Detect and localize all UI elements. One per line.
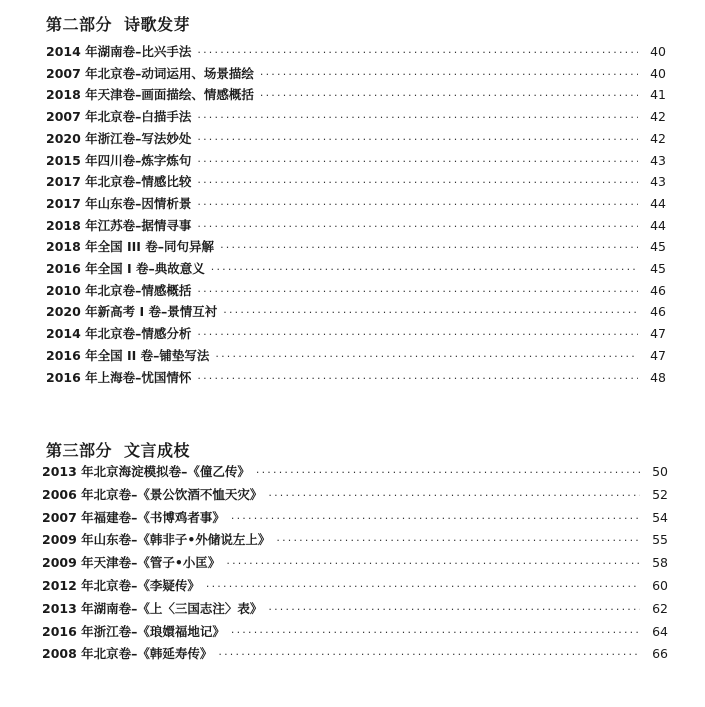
- toc-entry: [46, 64, 666, 84]
- toc-entry-title: 2013 年湖南卷–《上〈三国志注〉表》: [42, 600, 263, 616]
- dot-leader: [197, 46, 638, 59]
- dot-leader: [197, 372, 638, 385]
- toc-entry-page: 66: [652, 646, 668, 662]
- section-title-part-3: [46, 438, 190, 461]
- toc-entry-page: 54: [652, 509, 668, 525]
- dot-leader: [197, 328, 638, 341]
- toc-entry-page: 47: [650, 347, 666, 363]
- toc-entry-page: 62: [652, 600, 668, 616]
- dot-leader: [260, 89, 638, 102]
- dot-leader: [197, 155, 638, 168]
- toc-entry-page: 42: [650, 130, 666, 146]
- toc-entry-page: 48: [650, 369, 666, 385]
- dot-leader: [215, 350, 638, 363]
- toc-entry-title: 2016 年全国 I 卷–典故意义: [46, 261, 205, 276]
- toc-entry: [46, 237, 666, 257]
- dot-leader: [220, 241, 638, 254]
- toc-entry-page: 58: [652, 555, 668, 571]
- toc-entry-title: 2015 年四川卷–炼字炼句: [46, 152, 192, 168]
- section-number: 第二部分: [46, 15, 113, 34]
- toc-entry-title: 2018 年全国 III 卷–同句异解: [46, 239, 215, 255]
- toc-entry: [42, 644, 668, 664]
- toc-entry: [42, 576, 668, 596]
- toc-entry-page: 40: [650, 44, 666, 59]
- dot-leader: [197, 198, 638, 211]
- toc-entry-page: 40: [650, 65, 666, 81]
- toc-entry-title: 2008 年北京卷–《韩延寿传》: [42, 646, 213, 662]
- toc-entry-title: 2006 年北京卷–《景公饮酒不恤天灾》: [42, 486, 263, 502]
- toc-entry: [46, 172, 666, 192]
- dot-leader: [197, 220, 638, 233]
- dot-leader: [197, 133, 638, 146]
- dot-leader: [211, 263, 638, 276]
- toc-entry-page: 46: [650, 304, 666, 320]
- section-name: 诗歌发芽: [124, 15, 191, 34]
- toc-entry-title: 2014 年湖南卷–比兴手法: [46, 44, 192, 59]
- toc-entry: [42, 508, 668, 528]
- dot-leader: [206, 580, 640, 593]
- dot-leader: [223, 306, 638, 319]
- toc-entry-page: 60: [652, 578, 668, 593]
- dot-leader: [197, 285, 638, 298]
- toc-entry: [46, 129, 666, 149]
- dot-leader: [231, 626, 640, 639]
- toc-entry: [46, 107, 666, 127]
- toc-entry-title: 2007 年北京卷–白描手法: [46, 109, 192, 125]
- dot-leader: [226, 557, 640, 570]
- toc-entry-title: 2012 年北京卷–《李疑传》: [42, 578, 200, 593]
- dot-leader: [268, 489, 640, 502]
- dot-leader: [268, 603, 640, 616]
- toc-entry: [42, 599, 668, 619]
- toc-entry: [46, 194, 666, 214]
- toc-entry: [42, 530, 668, 550]
- toc-entry-title: 2010 年北京卷–情感概括: [46, 282, 192, 298]
- toc-entry-title: 2014 年北京卷–情感分析: [46, 326, 192, 342]
- toc-entry: [46, 368, 666, 388]
- toc-entry-title: 2017 年山东卷–因情析景: [46, 195, 192, 211]
- toc-entry-title: 2017 年北京卷–情感比较: [46, 174, 192, 190]
- toc-entry-page: 64: [652, 623, 668, 639]
- toc-entry: [42, 553, 668, 573]
- toc-entry-title: 2016 年上海卷–忧国情怀: [46, 369, 192, 385]
- toc-entry: [46, 259, 666, 279]
- toc-entry-title: 2016 年浙江卷–《琅嬛福地记》: [42, 623, 225, 639]
- section-name: 文言成枝: [124, 441, 191, 460]
- toc-entry-page: 55: [652, 532, 668, 548]
- toc-entry: [42, 485, 668, 505]
- toc-entry: [46, 42, 666, 62]
- toc-entry-title: 2013 年北京海淀模拟卷–《僮乙传》: [42, 464, 250, 479]
- dot-leader: [260, 68, 638, 81]
- toc-entry-page: 43: [650, 174, 666, 190]
- toc-entry: [46, 302, 666, 322]
- toc-entry-page: 50: [652, 464, 668, 479]
- toc-entry: [42, 462, 668, 482]
- dot-leader: [197, 111, 638, 124]
- toc-entry-page: 43: [650, 152, 666, 168]
- dot-leader: [197, 176, 638, 189]
- toc-entry-title: 2018 年天津卷–画面描绘、情感概括: [46, 87, 254, 103]
- toc-entry-page: 45: [650, 239, 666, 255]
- dot-leader: [218, 648, 640, 661]
- toc-entry: [46, 151, 666, 171]
- section-number: 第三部分: [46, 441, 113, 460]
- toc-entry-page: 47: [650, 326, 666, 342]
- toc-entry-title: 2009 年天津卷–《管子•小匡》: [42, 555, 221, 571]
- toc-entry-page: 44: [650, 195, 666, 211]
- dot-leader: [256, 466, 640, 479]
- toc-entry-title: 2020 年新高考 I 卷–景情互衬: [46, 304, 218, 320]
- toc-entry-title: 2016 年全国 II 卷–铺垫写法: [46, 347, 210, 363]
- dot-leader: [276, 534, 640, 547]
- toc-entry-title: 2007 年北京卷–动词运用、场景描绘: [46, 65, 254, 81]
- dot-leader: [231, 512, 640, 525]
- toc-entry-title: 2007 年福建卷–《书博鸡者事》: [42, 509, 225, 525]
- toc-entry-page: 45: [650, 261, 666, 276]
- toc-entry-title: 2009 年山东卷–《韩非子•外储说左上》: [42, 532, 271, 548]
- toc-entry-page: 52: [652, 486, 668, 502]
- toc-entry-title: 2020 年浙江卷–写法妙处: [46, 130, 192, 146]
- toc-entry-page: 41: [650, 87, 666, 103]
- toc-entry: [46, 346, 666, 366]
- toc-entry-page: 42: [650, 109, 666, 125]
- toc-entry: [46, 85, 666, 105]
- toc-entry-page: 46: [650, 282, 666, 298]
- toc-entry: [46, 324, 666, 344]
- toc-entry: [42, 622, 668, 642]
- toc-entry-page: 44: [650, 217, 666, 233]
- toc-entry: [46, 281, 666, 301]
- toc-entry: [46, 216, 666, 236]
- section-title-part-2: [46, 12, 190, 35]
- toc-entry-title: 2018 年江苏卷–据情寻事: [46, 217, 192, 233]
